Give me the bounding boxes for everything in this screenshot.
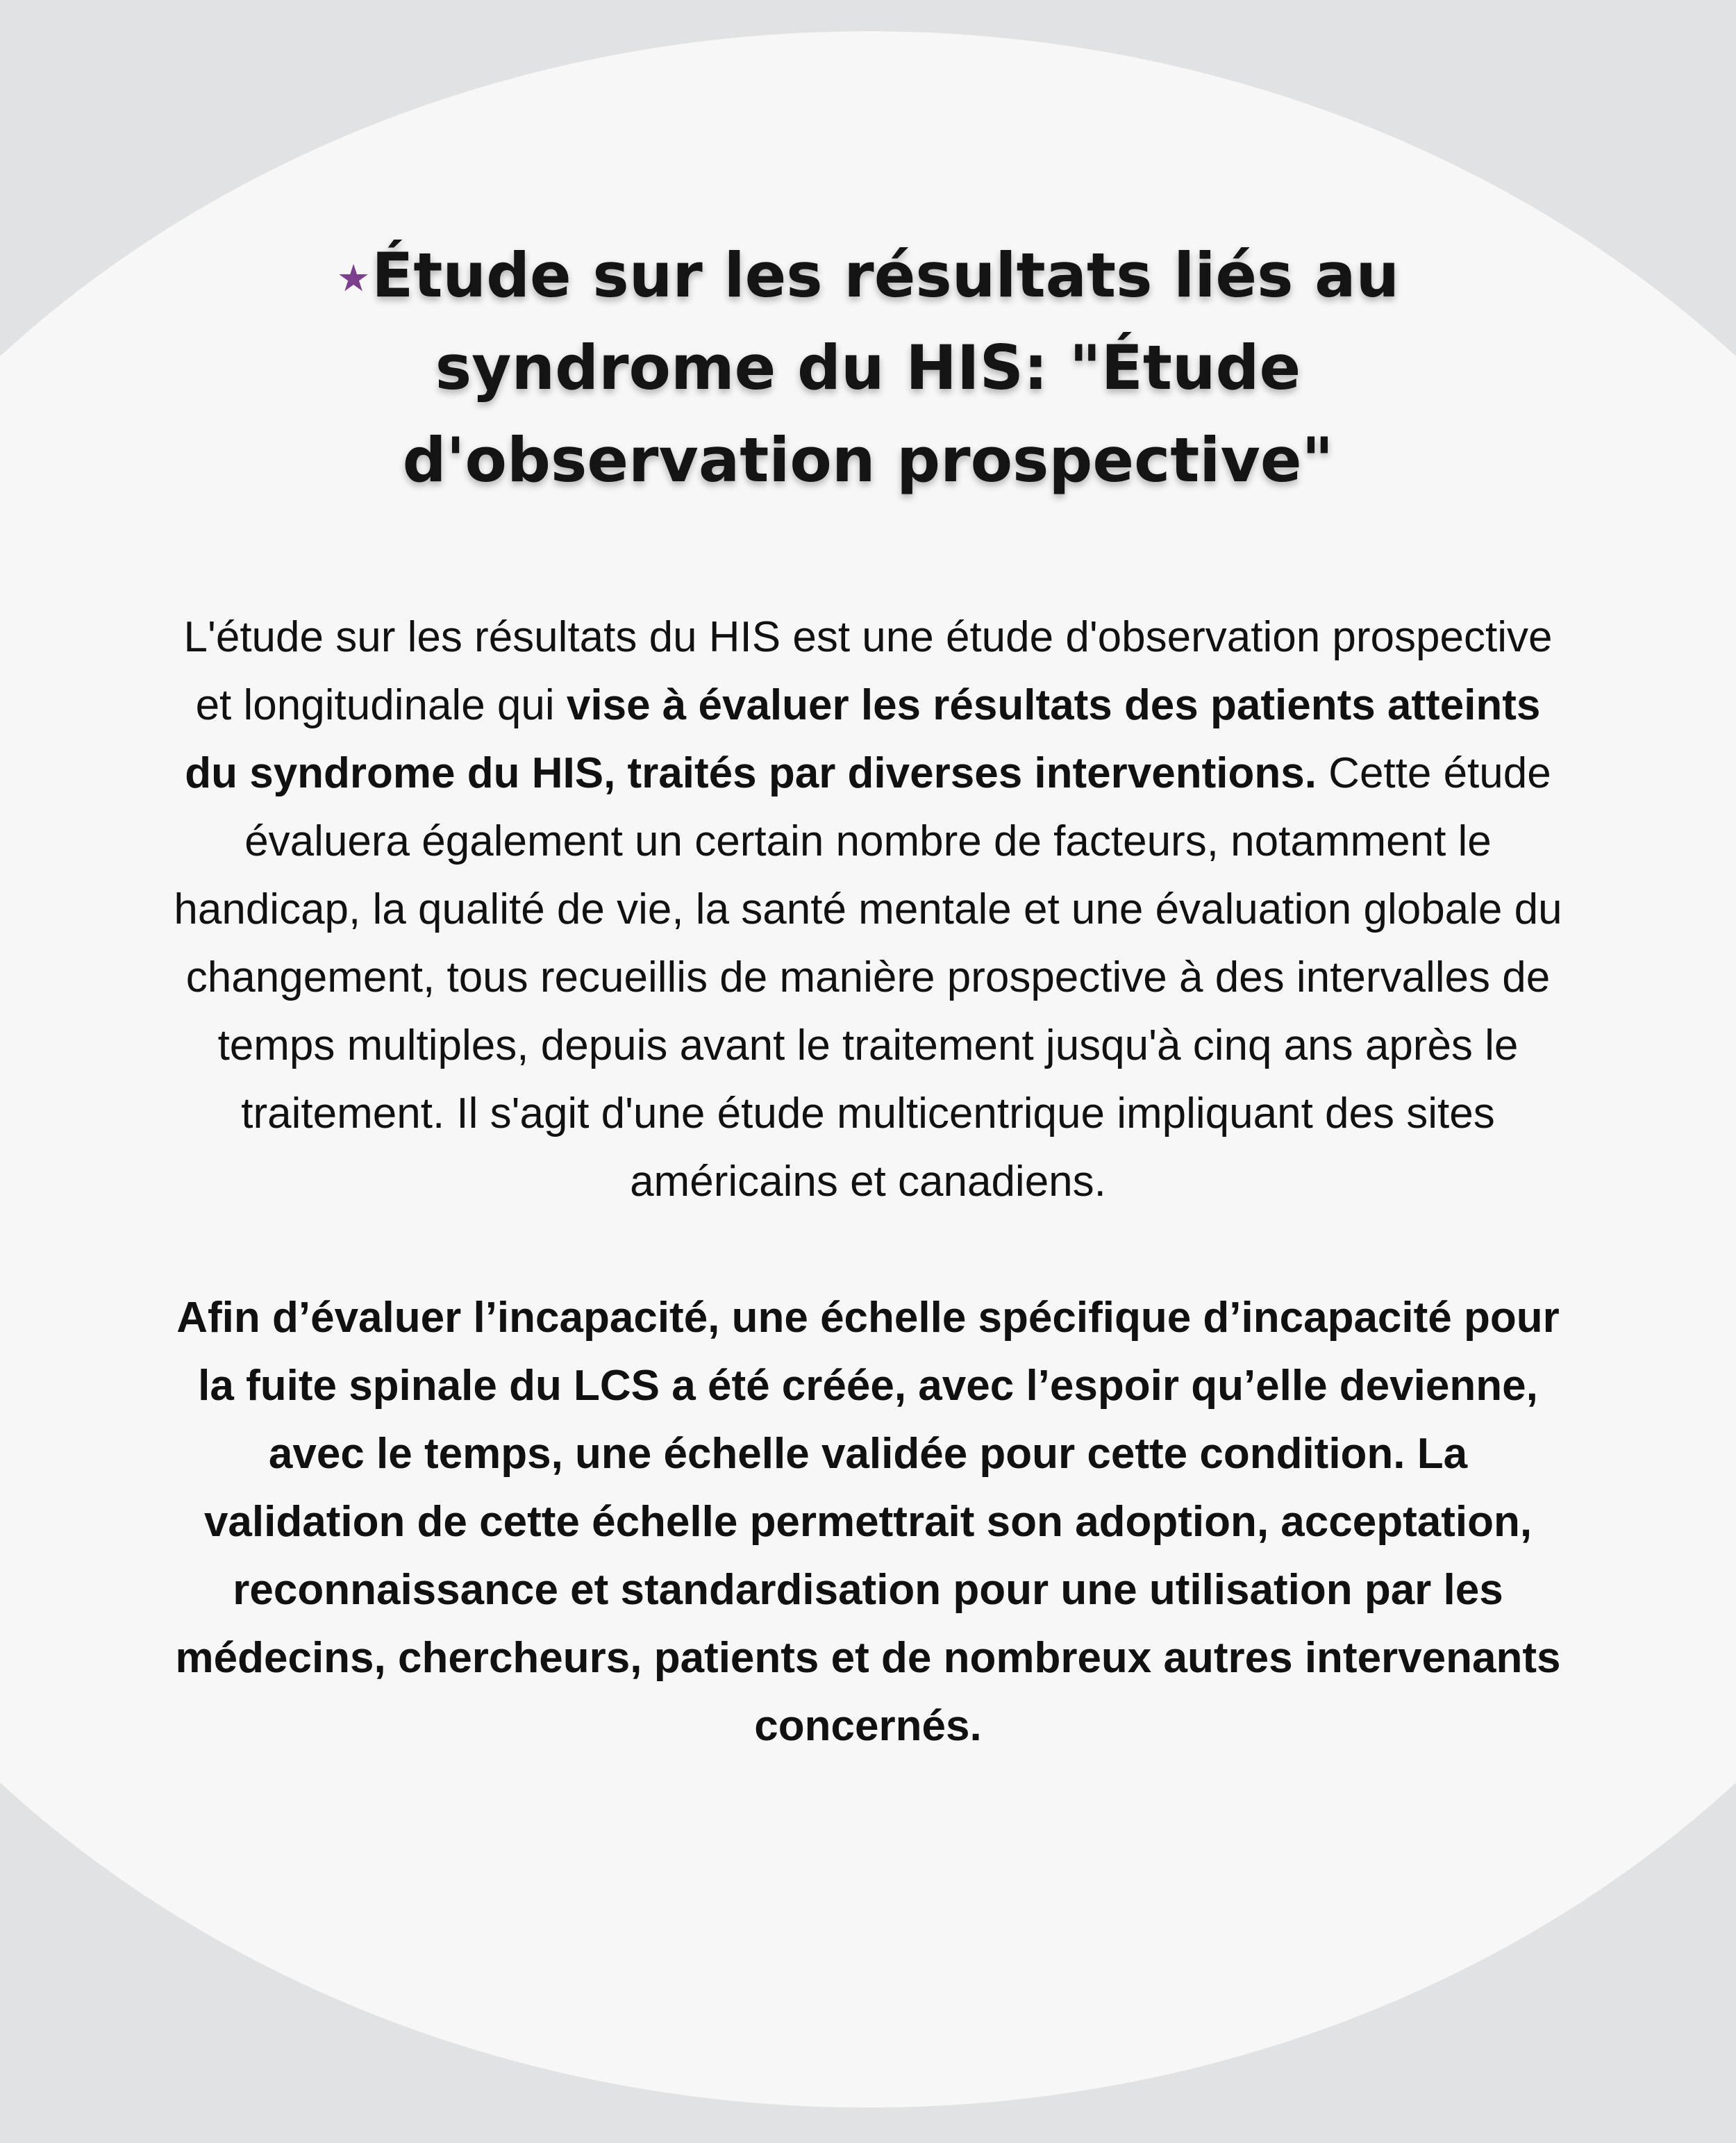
- title-text: Étude sur les résultats liés au syndrome du HIS: "Étude d'observation prospective": [372, 240, 1400, 496]
- study-description-paragraph: [174, 603, 1562, 1216]
- paragraph1-intro: L'étude sur les résultats du HIS est une étude d'observation prospective et longitudinale qui: [183, 613, 1553, 729]
- main-content: [174, 229, 1562, 1760]
- page-title: [312, 229, 1424, 506]
- paragraph1-emphasis: vise à évaluer les résultats des patients atteints du syndrome du HIS, traités par diverses interventions.: [185, 681, 1541, 797]
- star-icon: ★: [336, 256, 371, 300]
- paragraph1-rest: Cette étude évaluera également un certain nombre de facteurs, notamment le handicap, la qualité de vie, la santé mentale et une évaluation globale du changement, tous recueillis de manière prospective à des intervalles de temps multiples, depuis avant le traitement jusqu'à cinq ans après le traitement. Il s'agit d'une étude multicentrique impliquant des sites américains et canadiens.: [174, 749, 1562, 1206]
- disability-scale-paragraph: Afin d’évaluer l’incapacité, une échelle spécifique d’incapacité pour la fuite spinale du LCS a été créée, avec l’espoir qu’elle devienne, avec le temps, une échelle validée pour cette condition. La validation de cette échelle permettrait son adoption, acceptation, reconnaissance et standardisation pour une utilisation par les médecins, chercheurs, patients et de nombreux autres intervenants concernés.: [175, 1294, 1561, 1750]
